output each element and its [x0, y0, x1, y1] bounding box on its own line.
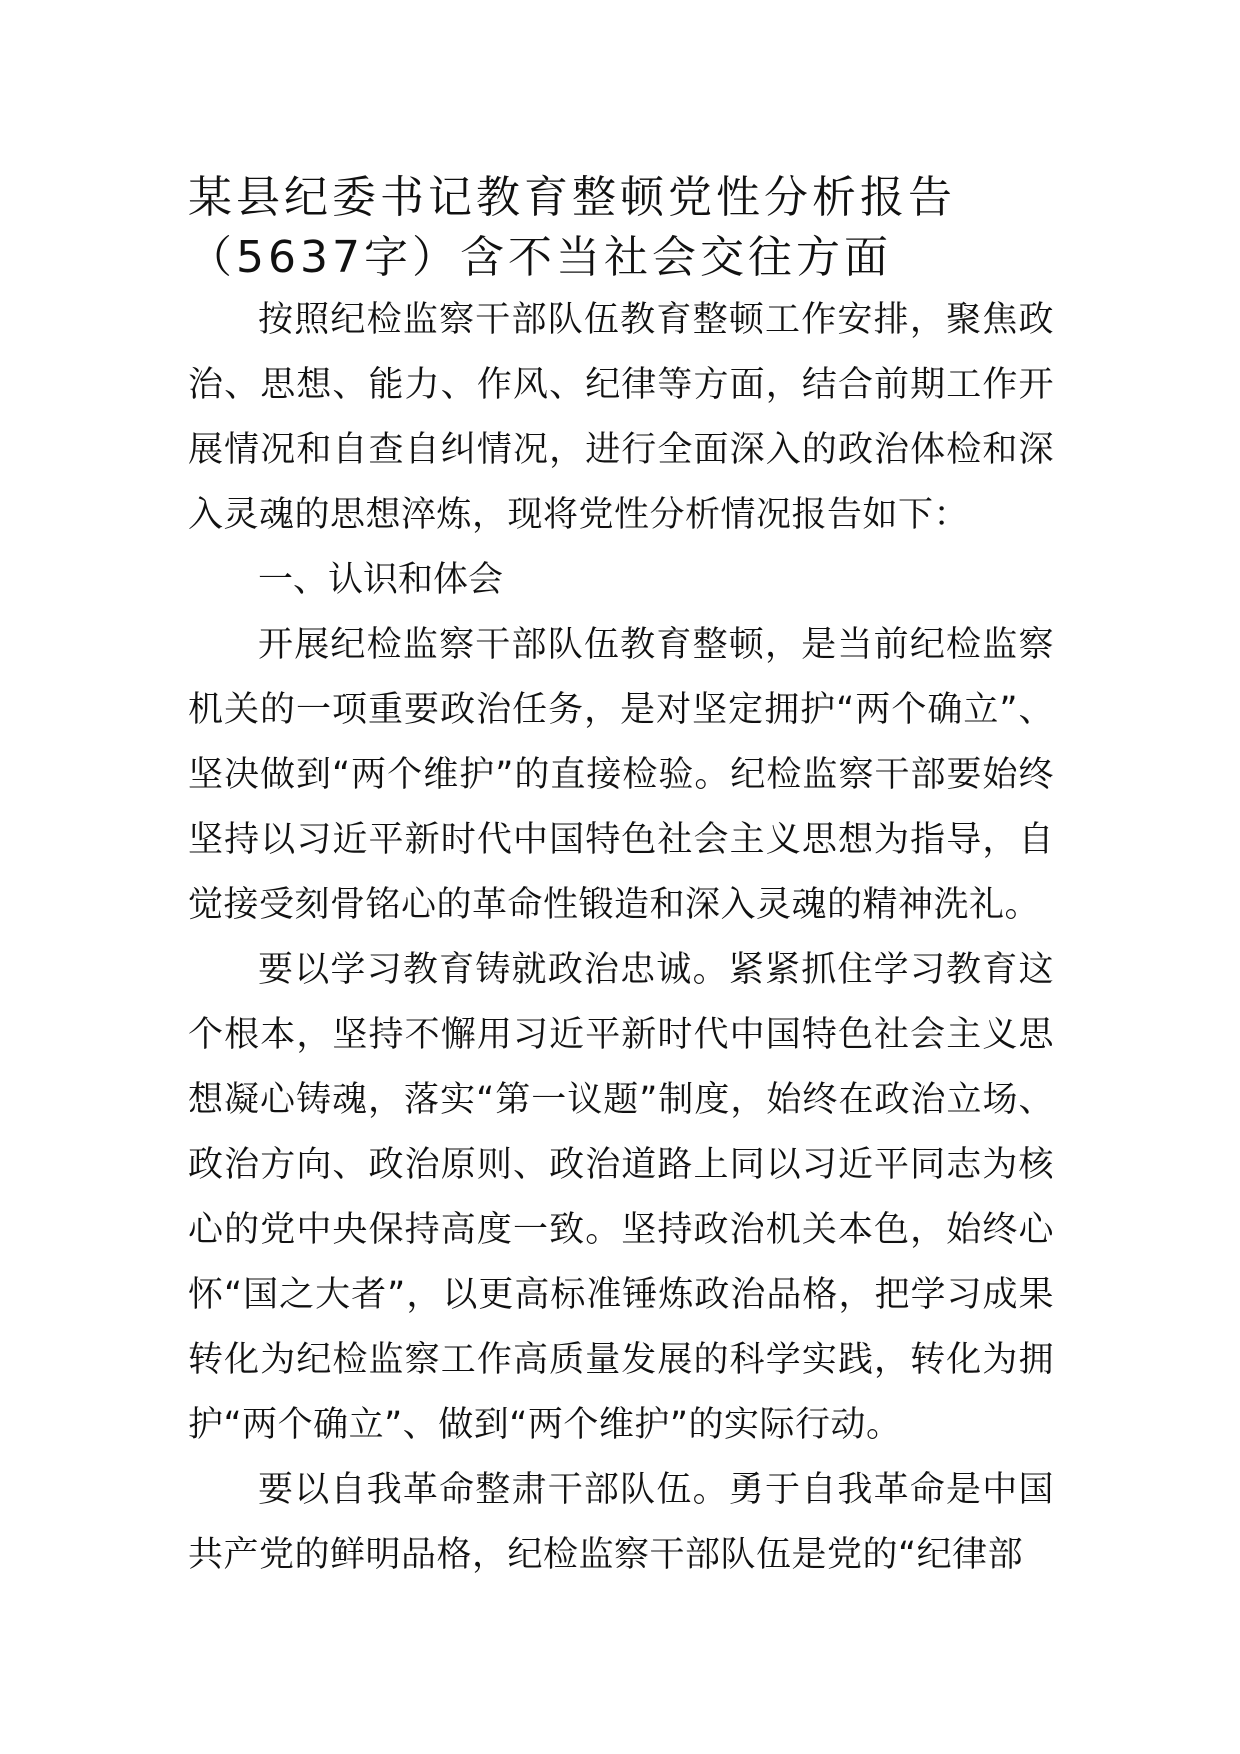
body-paragraph: 要以学习教育铸就政治忠诚。紧紧抓住学习教育这个根本，坚持不懈用习近平新时代中国特色社会主义思想凝心铸魂，落实“第一议题”制度，始终在政治立场、政治方向、政治原则、政治道路上同以习近平同志为核心的党中央保持高度一致。坚持政治机关本色，始终心怀“国之大者”，以更高标准锤炼政治品格，把学习成果转化为纪检监察工作高质量发展的科学实践，转化为拥护“两个确立”、做到“两个维护”的实际行动。	[188, 950, 1054, 1445]
document-title	[188, 168, 1054, 288]
title-line-2: （5637字）含不当社会交往方面	[188, 232, 892, 283]
intro-paragraph: 按照纪检监察干部队伍教育整顿工作安排，聚焦政治、思想、能力、作风、纪律等方面，结合前期工作开展情况和自查自纠情况，进行全面深入的政治体检和深入灵魂的思想淬炼，现将党性分析情况报告如下：	[188, 300, 1054, 535]
document-body	[188, 168, 1054, 1588]
body-paragraph: 开展纪检监察干部队伍教育整顿，是当前纪检监察机关的一项重要政治任务，是对坚定拥护“两个确立”、坚决做到“两个维护”的直接检验。纪检监察干部要始终坚持以习近平新时代中国特色社会主义思想为指导，自觉接受刻骨铭心的革命性锻造和深入灵魂的精神洗礼。	[188, 625, 1054, 925]
title-line-1: 某县纪委书记教育整顿党性分析报告	[188, 172, 956, 223]
section-heading-1: 一、认识和体会	[258, 560, 504, 600]
body-paragraph: 要以自我革命整肃干部队伍。勇于自我革命是中国共产党的鲜明品格，纪检监察干部队伍是党的“纪律部	[188, 1470, 1054, 1575]
